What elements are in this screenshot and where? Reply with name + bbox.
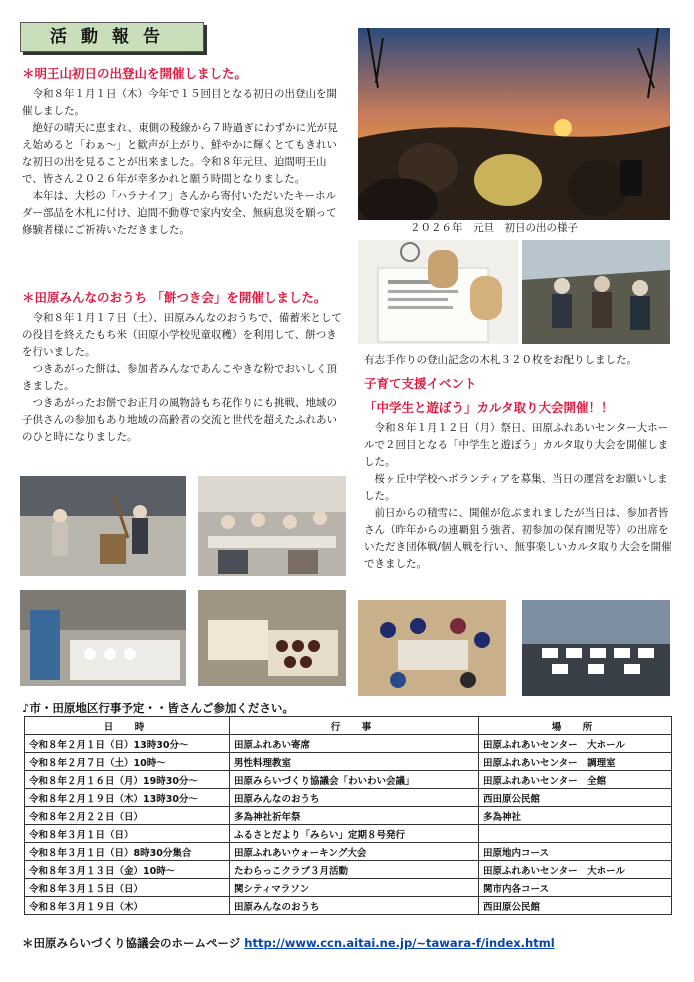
cell-date: 令和８年３月１３日（金）10時～ (25, 861, 230, 879)
cell-place (479, 825, 672, 843)
article-hatsuhinode (22, 64, 342, 239)
table-header-row (25, 717, 672, 735)
ceremony-photo (522, 240, 670, 344)
paragraph: 令和８年１月１日（木）今年で１５回目となる初日の出登山を開催しました。 (22, 88, 337, 117)
table-row (25, 897, 672, 915)
cell-event: たわらっこクラブ３月活動 (230, 861, 479, 879)
cell-event: 田原みらいづくり協議会「わいわい会議」 (230, 771, 479, 789)
karuta-photo-group (522, 600, 670, 696)
cell-event: 男性料理教室 (230, 753, 479, 771)
table-row (25, 861, 672, 879)
cell-event: 多為神社祈年祭 (230, 807, 479, 825)
table-row (25, 825, 672, 843)
cell-place: 田原ふれあいセンター 全館 (479, 771, 672, 789)
cell-place: 西田原公民館 (479, 897, 672, 915)
sunrise-caption: ２０２６年 元旦 初日の出の様子 (410, 222, 578, 234)
paragraph: 絶好の晴天に恵まれ、東側の稜線から７時過ぎにわずかに光が見え始めると「わぁ～」と歓声が上がり、鮮やかに輝くとてもきれいな初日の出を見ることが出来ました。令和８年元旦、迫間明王山で、皆さん２０２６年が幸多かれと願う時間となりました。 (22, 122, 338, 185)
cell-date: 令和８年２月７日（土）10時～ (25, 753, 230, 771)
table-row (25, 843, 672, 861)
paragraph: つきあがった餅は、参加者みんなであんこやきな粉でおいしく頂きました。 (22, 363, 337, 392)
cell-place: 関市内各コース (479, 879, 672, 897)
sunrise-photo (358, 28, 670, 220)
article-karuta (364, 374, 672, 573)
paragraph: 令和８年１月１２日（月）祭日、田原ふれあいセンター大ホールで２回目となる「中学生と遊ぼう」カルタ取り大会を開催しました。 (364, 422, 669, 468)
keychain-photo (358, 240, 518, 344)
cell-place: 多為神社 (479, 807, 672, 825)
paragraph: 本年は、大杉の「ハラナイフ」さんから寄付いただいたキーホルダー部品を木札に付け、迫間不動尊で家内安全、無病息災を願って修験者様にご祈祷いただきました。 (22, 190, 337, 236)
homepage-link[interactable]: http://www.ccn.aitai.ne.jp/~tawara-f/index.html (244, 936, 555, 950)
mochi-photo-making (20, 590, 186, 686)
paragraph: 令和８年１月１７日（土）、田原みんなのおうちで、備蓄米としての役目を終えたもち米（田原小学校児童収穫）を利用して、餅つきを行いました。 (22, 312, 342, 358)
cell-date: 令和８年３月１９日（木） (25, 897, 230, 915)
cell-date: 令和８年３月１５日（日） (25, 879, 230, 897)
cell-event: ふるさとだより「みらい」定期８号発行 (230, 825, 479, 843)
article-mochitsuki (22, 288, 342, 446)
karuta-photo-game (358, 600, 506, 696)
paragraph: 前日からの積雪に、開催が危ぶまれましたが当日は、参加者皆さん（昨年からの連覇狙う強者、初参加の保育園児等）の出席をいただき団体戦/個人戦を行い、無事楽しいカルタ取り大会を開催できました。 (364, 507, 672, 570)
table-row (25, 771, 672, 789)
cell-place: 田原ふれあいセンター 大ホール (479, 861, 672, 879)
cell-event: 田原みんなのおうち (230, 897, 479, 915)
article-title: ＊明王山初日の出登山を開催しました。 (22, 66, 248, 81)
cell-event: 田原みんなのおうち (230, 789, 479, 807)
schedule-table (24, 716, 672, 915)
cell-event: 田原ふれあい寄席 (230, 735, 479, 753)
cell-place: 田原ふれあいセンター 大ホール (479, 735, 672, 753)
table-row (25, 753, 672, 771)
paragraph: つきあがったお餅でお正月の風物詩もち花作りにも挑戦、地域の子供さんの参加もあり地域の高齢者の交流と世代を超えたふれあいのひと時になりました。 (22, 397, 337, 443)
keychain-caption: 有志手作りの登山記念の木札３２０枚をお配りしました。 (364, 354, 637, 366)
cell-date: 令和８年２月１日（日）13時30分～ (25, 735, 230, 753)
mochi-photo-anko (198, 590, 346, 686)
cell-date: 令和８年２月１９日（木）13時30分～ (25, 789, 230, 807)
paragraph: 桜ヶ丘中学校へボランティアを募集、当日の運営をお願いしました。 (364, 473, 668, 502)
mochi-photo-eating (198, 476, 346, 576)
table-row (25, 735, 672, 753)
schedule-heading: ♪市・田原地区行事予定・・皆さんご参加ください。 (22, 701, 294, 715)
footer-label: ＊田原みらいづくり協議会のホームページ (22, 936, 241, 950)
footer (22, 935, 555, 951)
article-title: 「中学生と遊ぼう」カルタ取り大会開催！！ (364, 400, 614, 415)
article-kicker: 子育て支援イベント (364, 376, 477, 391)
cell-place: 西田原公民館 (479, 789, 672, 807)
cell-event: 田原ふれあいウォーキング大会 (230, 843, 479, 861)
cell-date: 令和８年２月２２日（日） (25, 807, 230, 825)
header-date: 日 時 (25, 717, 230, 735)
table-row (25, 879, 672, 897)
table-row (25, 807, 672, 825)
cell-place: 田原地内コース (479, 843, 672, 861)
section-banner: 活動報告 (20, 22, 204, 52)
header-place: 場 所 (479, 717, 672, 735)
cell-event: 関シティマラソン (230, 879, 479, 897)
cell-date: 令和８年３月１日（日）8時30分集合 (25, 843, 230, 861)
article-title: ＊田原みんなのおうち 「餅つき会」を開催しました。 (22, 290, 327, 305)
cell-date: 令和８年３月１日（日） (25, 825, 230, 843)
mochi-photo-pounding (20, 476, 186, 576)
cell-place: 田原ふれあいセンター 調理室 (479, 753, 672, 771)
table-row (25, 789, 672, 807)
cell-date: 令和８年２月１６日（月）19時30分～ (25, 771, 230, 789)
header-event: 行 事 (230, 717, 479, 735)
